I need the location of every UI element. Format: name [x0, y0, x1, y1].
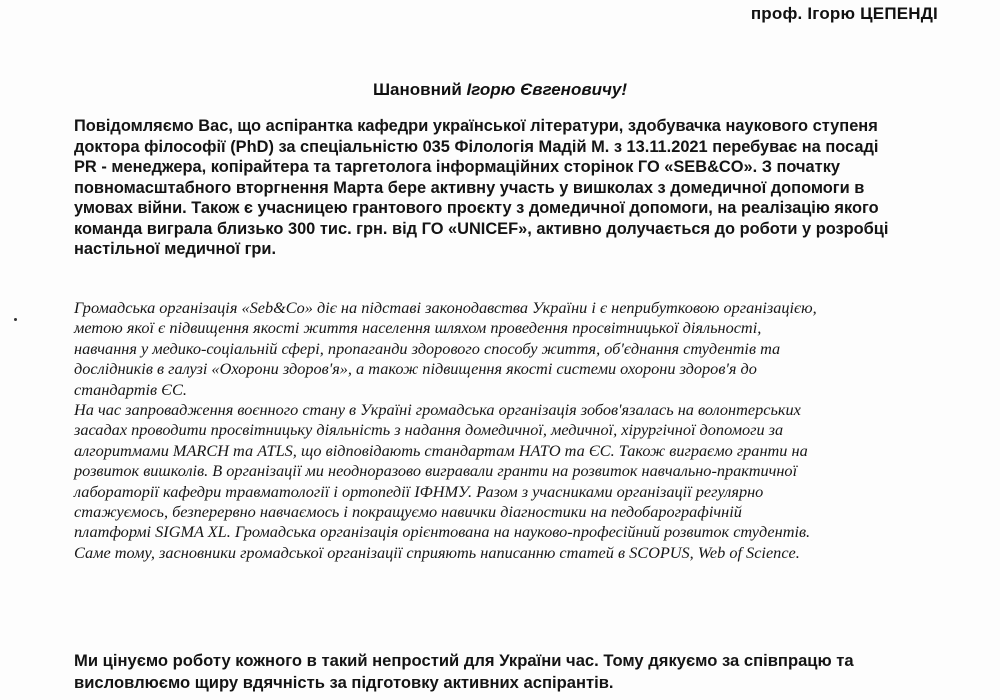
greeting-prefix: Шановний: [372, 80, 467, 99]
description-line: засадах проводити просвітницьку діяльність з надання домедичної, медичної, хірургічної допомоги за: [74, 420, 784, 440]
main-paragraph-line: умовах війни. Також є учасницею грантового проєкту з домедичної допомоги, на реалізацію якого: [74, 199, 879, 217]
main-paragraph-line: команда виграла близько 300 тис. грн. від ГО «UNICEF», активно долучається до роботи у розробці: [74, 219, 889, 238]
main-paragraph-line: доктора філософії (PhD) за спеціальністю 035 Філологія Мадій М. з 13.11.2021 перебуває на посаді: [74, 137, 879, 156]
closing-paragraph-line: висловлюємо щиру вдячність за підготовку активних аспірантів.: [74, 673, 614, 692]
description-line: платформі SIGMA XL. Громадська організація орієнтована на науково-професійний розвиток студентів.: [74, 522, 811, 542]
description-line: стандартів ЄС.: [74, 379, 187, 399]
description-line: стажуємось, безперервно навчаємось і покращуємо навички діагностики на педобарографічній: [74, 502, 742, 522]
closing-paragraph-line: Ми цінуємо роботу кожного в такий непростий для України час. Тому дякуємо за співпрацю та: [74, 651, 854, 670]
description-line: розвиток вишколів. В організації ми неодноразово вигравали гранти на розвиток навчально-практичної: [74, 461, 798, 481]
greeting-name: Ігорю Євгеновичу!: [466, 80, 628, 99]
main-paragraph: [74, 116, 974, 260]
description-line: На час запровадження воєнного стану в Україні громадська організація зобов'язалась на волонтерських: [74, 400, 801, 420]
recipient-line: проф. Ігорю ЦЕПЕНДІ: [750, 4, 938, 23]
description-line: алгоритмами MARCH та ATLS, що відповідають стандартам НАТО та ЄС. Також виграємо гранти на: [74, 440, 808, 460]
description-line: дослідників в галузі «Охорони здоров'я», а також підвищення якості системи охорони здоров'я до: [74, 359, 757, 379]
margin-mark: [14, 318, 17, 321]
closing-paragraph: [74, 650, 974, 694]
description-line: лабораторії кафедри травматології і ортопедії ІФНМУ. Разом з учасниками організації регулярно: [74, 481, 764, 501]
greeting: [0, 80, 1000, 100]
description-line: Громадська організація «Seb&Co» діє на підставі законодавства України і є неприбутковою організацією,: [74, 298, 817, 317]
main-paragraph-line: PR - менеджера, копірайтера та таргетолога інформаційних сторінок ГО «SEB&CO». З початку: [74, 158, 841, 176]
organization-description: [74, 298, 954, 563]
main-paragraph-line: повномасштабного вторгнення Марта бере активну участь у вишколах з домедичної допомоги в: [74, 178, 865, 197]
main-paragraph-line: настільної медичної гри.: [74, 240, 277, 258]
description-line: Саме тому, засновники громадської організації сприяють написанню статей в SCOPUS, Web of Science.: [74, 542, 800, 562]
main-paragraph-line: Повідомляємо Вас, що аспірантка кафедри української літератури, здобувачка наукового ступеня: [74, 117, 878, 135]
description-line: навчання у медико-соціальній сфері, пропаганди здорового способу життя, об'єднання студентів та: [74, 338, 781, 358]
description-line: метою якої є підвищення якості життя населення шляхом проведення просвітницької діяльності,: [74, 318, 762, 338]
